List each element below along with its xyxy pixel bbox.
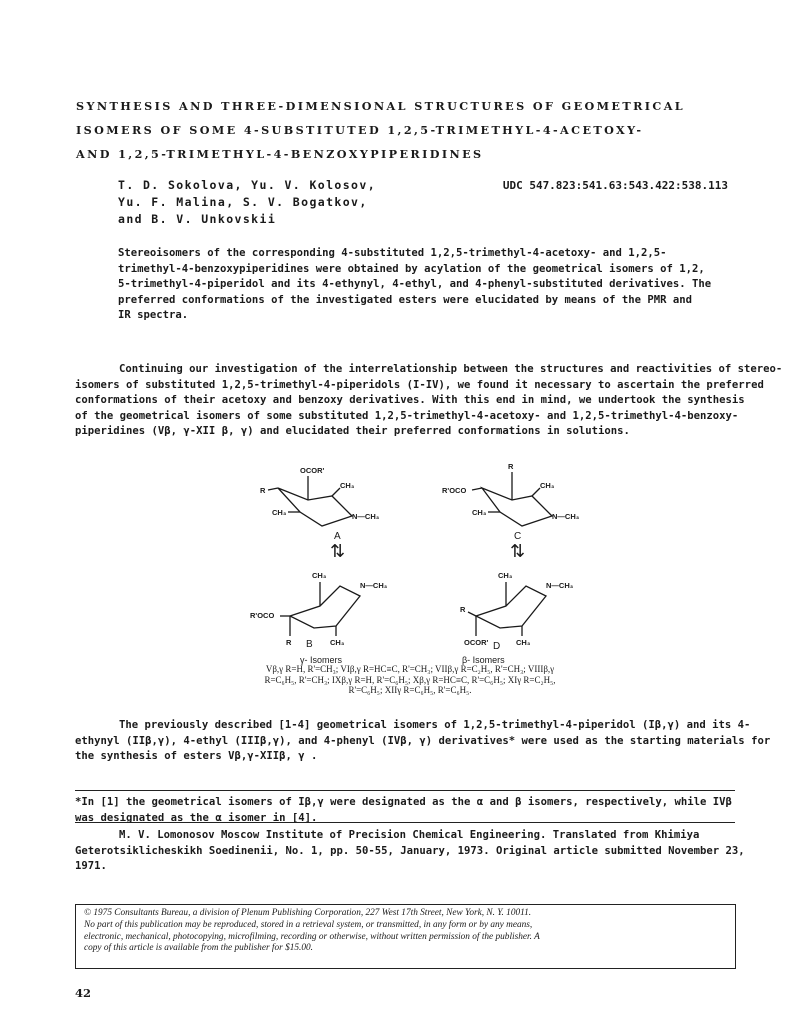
- body-line: isomers of substituted 1,2,5-trimethyl-4-piperidols (I-IV), we found it necessary to ascertain the preferred: [75, 378, 764, 391]
- substituent-label: N—CH₃: [352, 512, 380, 521]
- abstract-line: Stereoisomers of the corresponding 4-substituted 1,2,5-trimethyl-4-acetoxy- and 1,2,5-: [118, 247, 667, 259]
- substituent-label: CH₃: [540, 481, 555, 490]
- equilibrium-arrow: ⇅: [510, 541, 526, 561]
- substituent-label: OCOR': [300, 466, 325, 475]
- footnote-divider: [75, 790, 735, 791]
- footnote-line: was designated as the α isomer in [4].: [75, 811, 318, 824]
- title-line: SYNTHESIS AND THREE-DIMENSIONAL STRUCTURES OF GEOMETRICAL: [76, 99, 686, 113]
- affiliation-line: 1971.: [75, 860, 107, 873]
- footnote-line: *In [1] the geometrical isomers of Iβ,γ were designated as the α and β isomers, respectively, while IVβ: [75, 796, 732, 808]
- conformer-label-b: B: [306, 639, 313, 650]
- substituent-label: R'OCO: [442, 486, 467, 495]
- chair-ring-d: [476, 586, 546, 628]
- affiliation-line: Geterotsiklicheskikh Soedinenii, No. 1, pp. 50-55, January, 1973. Original article submitted November 23,: [75, 844, 745, 857]
- legend-line: Vβ,γ R=H, R'=CH₃; VIβ,γ R=HC≡C, R'=CH₃; VIIβ,γ R=C₂H₅, R'=CH₃; VIIIβ,γ: [265, 664, 555, 674]
- second-paragraph: [75, 718, 771, 765]
- legend-line: R'=C₆H₅; XIIγ R=C₆H₅, R'=C₆H₅.: [348, 685, 472, 696]
- abstract-line: 5-trimethyl-4-piperidol and its 4-ethynyl, 4-ethyl, and 4-phenyl-substituted derivatives. The: [118, 278, 712, 291]
- body-line: ethynyl (IIβ,γ), 4-ethyl (IIIβ,γ), and 4-phenyl (IVβ, γ) derivatives* were used as the starting materials for: [75, 734, 771, 747]
- udc-code: UDC 547.823:541.63:543.422:538.113: [502, 179, 728, 192]
- abstract-line: preferred conformations of the investigated esters were elucidated by means of the PMR and: [118, 293, 693, 306]
- bond: [468, 612, 476, 616]
- title-line: ISOMERS OF SOME 4-SUBSTITUTED 1,2,5-TRIMETHYL-4-ACETOXY-: [76, 123, 644, 137]
- body-line: conformations of their acetoxy and benzoxy derivatives. With this end in mind, we undertook the synthesis: [75, 394, 745, 407]
- affiliation-line: M. V. Lomonosov Moscow Institute of Precision Chemical Engineering. Translated from Khimiya: [119, 829, 700, 841]
- chair-ring-b: [290, 586, 360, 628]
- gamma-isomers-label: γ- Isomers: [300, 655, 343, 665]
- page-number: 42: [75, 986, 92, 1000]
- substituent-label: CH₃: [272, 508, 287, 517]
- equilibrium-arrow: ⇅: [330, 541, 346, 561]
- copyright-notice: [75, 904, 736, 969]
- author-line: Yu. F. Malina, S. V. Bogatkov,: [118, 195, 368, 209]
- affiliation: [75, 828, 745, 875]
- author-line: and B. V. Unkovskii: [118, 212, 277, 226]
- beta-isomers-label: β- Isomers: [462, 655, 505, 665]
- abstract: [118, 246, 740, 324]
- body-line: the synthesis of esters Vβ,γ-XIIβ, γ .: [75, 750, 318, 763]
- legend-line: R=C₆H₅, R'=CH₃; IXβ,γ R=H, R'=C₆H₅; Xβ,γ R=HC≡C, R'=C₆H₅; XIγ R=C₂H₅,: [264, 674, 556, 685]
- substituent-label: R: [508, 462, 514, 471]
- body-line: of the geometrical isomers of some substituted 1,2,5-trimethyl-4-acetoxy- and 1,2,5-trimethyl-4-benzoxy-: [75, 409, 739, 422]
- abstract-line: trimethyl-4-benzoxypiperidines were obtained by acylation of the geometrical isomers of 1,2,: [118, 262, 705, 275]
- substituent-label: R: [260, 486, 266, 495]
- chair-ring-c: [482, 488, 552, 526]
- conformer-label-d: D: [493, 641, 501, 652]
- conformer-label-c: C: [514, 531, 522, 542]
- copyright-line: © 1975 Consultants Bureau, a division of Plenum Publishing Corporation, 227 West 17th Street, New York, N. Y. 10011.: [84, 908, 532, 918]
- copyright-line: electronic, mechanical, photocopying, microfilming, recording or otherwise, without written permission of the publisher. A: [84, 931, 540, 942]
- title-line: AND 1,2,5-TRIMETHYL-4-BENZOXYPIPERIDINES: [76, 147, 484, 161]
- substituent-label: OCOR': [464, 638, 489, 647]
- bond: [332, 488, 340, 496]
- bond: [532, 488, 540, 496]
- substituent-label: R: [286, 638, 292, 647]
- substituent-label: R: [460, 605, 466, 614]
- substituent-label: CH₃: [312, 571, 327, 580]
- author-list: [118, 177, 458, 228]
- substituent-label: N—CH₃: [552, 512, 580, 521]
- substituent-label: CH₃: [340, 481, 355, 490]
- substituent-label: CH₃: [330, 638, 345, 647]
- bond: [268, 488, 278, 490]
- conformer-label-a: A: [334, 531, 341, 542]
- affiliation-divider: [75, 822, 735, 823]
- substituent-legend: [190, 664, 630, 696]
- body-line: Continuing our investigation of the interrelationship between the structures and reactivities of stereo-: [119, 363, 783, 375]
- body-line: piperidines (Vβ, γ-XII β, γ) and elucidated their preferred conformations in solutions.: [75, 425, 630, 438]
- copyright-line: No part of this publication may be reproduced, stored in a retrieval system, or transmitted, in any form or by any means,: [84, 919, 533, 930]
- substituent-label: N—CH₃: [546, 581, 574, 590]
- substituent-label: CH₃: [472, 508, 487, 517]
- body-line: The previously described [1-4] geometrical isomers of 1,2,5-trimethyl-4-piperidol (Iβ,γ) and its 4-: [119, 719, 751, 731]
- chair-ring-a: [278, 488, 352, 526]
- substituent-label: N—CH₃: [360, 581, 388, 590]
- author-line: T. D. Sokolova, Yu. V. Kolosov,: [118, 178, 377, 192]
- bond: [472, 488, 482, 490]
- intro-paragraph: [75, 362, 783, 440]
- abstract-line: IR spectra.: [118, 309, 189, 322]
- substituent-label: R'OCO: [250, 611, 275, 620]
- substituent-label: CH₃: [516, 638, 531, 647]
- substituent-label: CH₃: [498, 571, 513, 580]
- paper-title: [76, 94, 736, 166]
- copyright-line: copy of this article is available from the publisher for $15.00.: [84, 943, 313, 954]
